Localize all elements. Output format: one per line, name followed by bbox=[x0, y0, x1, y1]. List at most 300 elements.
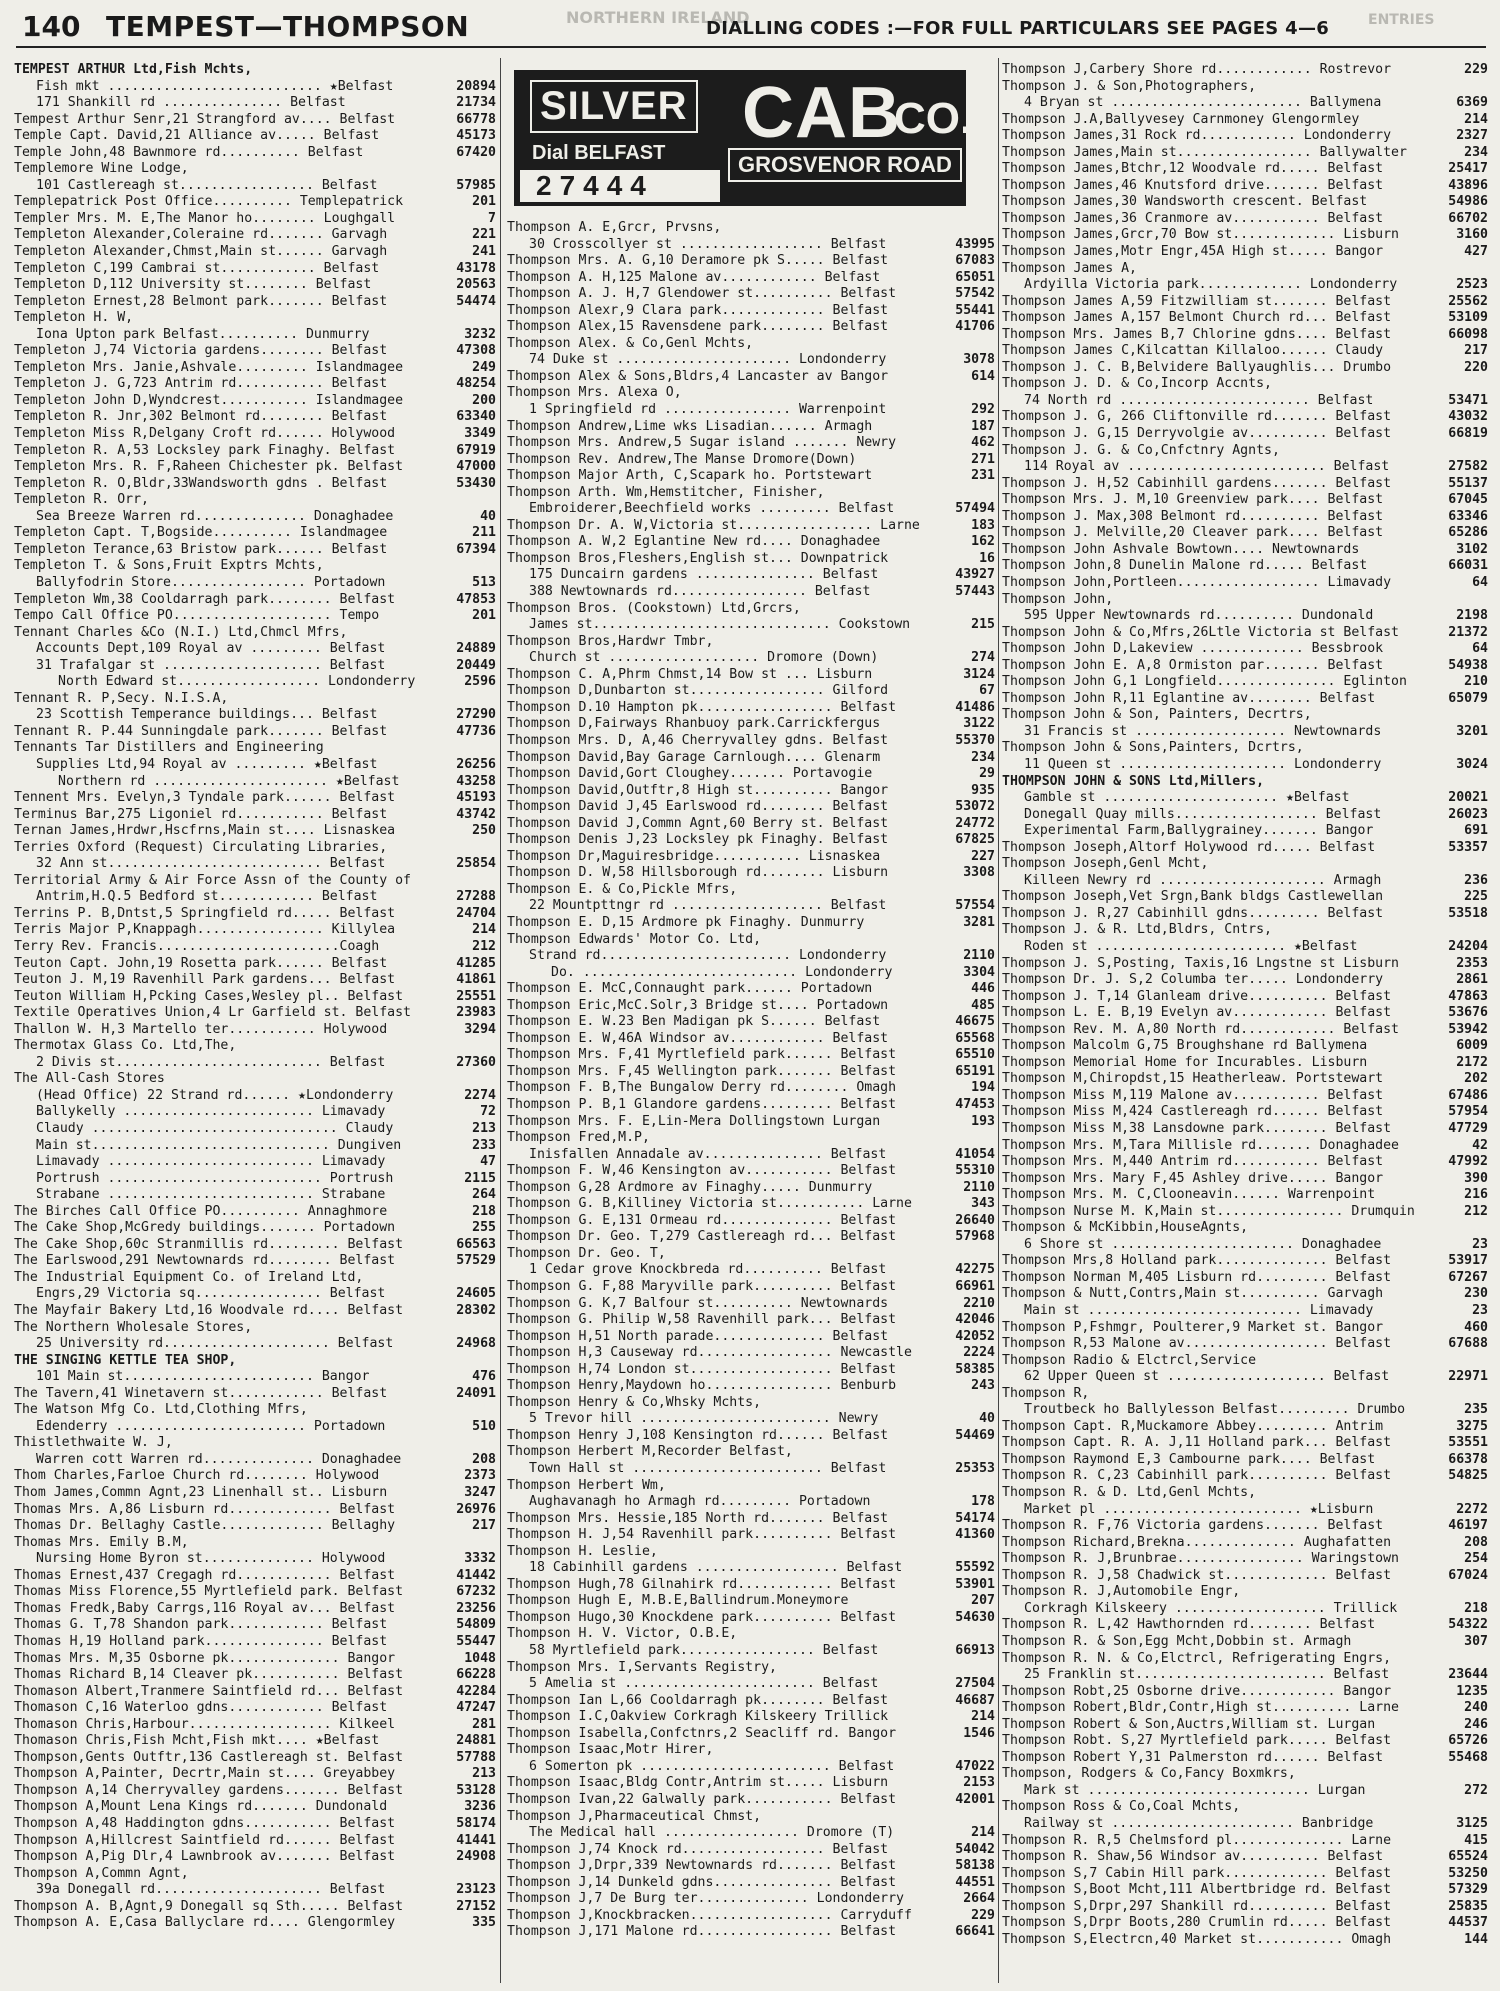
directory-entry bbox=[507, 1660, 995, 1677]
entry-name: Town Hall st ........................ Belfast bbox=[529, 1461, 887, 1477]
directory-entry bbox=[14, 1088, 496, 1105]
directory-entry bbox=[14, 161, 496, 178]
directory-column-2 bbox=[507, 220, 995, 1982]
directory-entry bbox=[14, 1535, 496, 1552]
entry-number: 243 bbox=[971, 1378, 995, 1394]
advert-number: 27444 bbox=[536, 170, 654, 201]
entry-name: Thompson, Rodgers & Co,Fancy Boxmkrs, bbox=[1002, 1766, 1296, 1782]
directory-entry bbox=[507, 981, 995, 998]
entry-name: 5 Trevor hill ........................ Newry bbox=[529, 1411, 879, 1427]
entry-number: 25854 bbox=[456, 856, 496, 872]
directory-entry bbox=[14, 807, 496, 824]
entry-number: 55310 bbox=[955, 1163, 995, 1179]
entry-name: Thompson G. B,Killiney Victoria st........... Larne bbox=[507, 1196, 912, 1212]
entry-number bbox=[1424, 1353, 1488, 1370]
entry-number: 58138 bbox=[955, 1858, 995, 1874]
directory-entry bbox=[507, 402, 995, 419]
directory-entry bbox=[507, 1411, 995, 1428]
directory-entry bbox=[1002, 1651, 1488, 1668]
entry-name: Templeton J. G,723 Antrim rd........... Belfast bbox=[14, 376, 388, 392]
entry-number: 217 bbox=[472, 1518, 496, 1534]
entry-name: Thompson R. Shaw,56 Windsor av.......... Belfast bbox=[1002, 1849, 1384, 1865]
directory-entry bbox=[1002, 691, 1488, 708]
entry-number: 212 bbox=[1464, 1203, 1488, 1219]
entry-name: Roden st ........................ ★Belfast bbox=[1024, 938, 1358, 954]
directory-entry bbox=[1002, 277, 1488, 294]
directory-entry bbox=[507, 1842, 995, 1859]
directory-entry bbox=[507, 1329, 995, 1346]
entry-name: The Earlswood,291 Newtownards rd........ Belfast bbox=[14, 1253, 396, 1269]
directory-entry bbox=[507, 667, 995, 684]
directory-entry bbox=[507, 452, 995, 469]
entry-number: 55447 bbox=[456, 1633, 496, 1649]
entry-number bbox=[1424, 740, 1488, 757]
directory-entry bbox=[507, 1378, 995, 1395]
directory-entry bbox=[1002, 1121, 1488, 1138]
directory-entry bbox=[1002, 724, 1488, 741]
directory-entry bbox=[507, 750, 995, 767]
entry-number: 240 bbox=[1464, 1700, 1488, 1716]
directory-entry bbox=[14, 774, 496, 791]
directory-entry bbox=[507, 617, 995, 634]
directory-entry bbox=[507, 1924, 995, 1941]
entry-name: Thompson Dr. Geo. T, bbox=[507, 1245, 666, 1261]
entry-name: Thompson Mrs. D, A,46 Cherryvalley gdns. Belfast bbox=[507, 732, 889, 748]
entry-number: 229 bbox=[1464, 62, 1488, 77]
entry-name: Thompson & Nutt,Contrs,Main st.......... Garvagh bbox=[1002, 1286, 1384, 1302]
entry-name: Thompson J,74 Knock rd.................. Belfast bbox=[507, 1841, 889, 1857]
entry-name: Thompson H,3 Causeway rd................. Newcastle bbox=[507, 1345, 912, 1361]
entry-number: 66228 bbox=[456, 1667, 496, 1683]
entry-name: Thompson A,Commn Agnt, bbox=[14, 1865, 189, 1881]
directory-entry bbox=[14, 1882, 496, 1899]
entry-name: Thompson David,Gort Cloughey....... Portavogie bbox=[507, 766, 873, 782]
entry-name: Thompson David,Bay Garage Carnlough.... Glenarm bbox=[507, 749, 881, 765]
entry-number: 67083 bbox=[955, 253, 995, 269]
entry-number bbox=[432, 1866, 496, 1883]
directory-entry bbox=[14, 178, 496, 195]
directory-entry bbox=[507, 1742, 995, 1759]
entry-number: 1048 bbox=[464, 1650, 496, 1666]
directory-entry bbox=[14, 1336, 496, 1353]
entry-name: Thompson A,Hillcrest Saintfield rd...... Belfast bbox=[14, 1832, 396, 1848]
dialling-codes-note: DIALLING CODES :—FOR FULL PARTICULARS SEE PAGES 4—6 bbox=[706, 18, 1330, 39]
directory-entry bbox=[507, 1527, 995, 1544]
entry-number: 213 bbox=[472, 1121, 496, 1136]
directory-entry bbox=[1002, 194, 1488, 211]
entry-number: 144 bbox=[1464, 1931, 1488, 1947]
directory-entry bbox=[1002, 989, 1488, 1006]
directory-entry bbox=[507, 1858, 995, 1875]
entry-name: Thompson I.C,Oakview Corkragh Kilskeery Trillick bbox=[507, 1709, 889, 1725]
directory-entry bbox=[507, 1908, 995, 1925]
entry-number: 53072 bbox=[955, 799, 995, 815]
entry-name: Thompson M,Chiropdst,15 Heatherleaw. Portstewart bbox=[1002, 1071, 1384, 1087]
entry-name: Thompson J. T,14 Glanleam drive.......... Belfast bbox=[1002, 988, 1392, 1004]
entry-number: 3024 bbox=[1456, 756, 1488, 772]
entry-number: 24968 bbox=[456, 1336, 496, 1352]
entry-number: 3124 bbox=[963, 666, 995, 682]
directory-entry bbox=[507, 1097, 995, 1114]
entry-name: Thompson Mrs. Hessie,185 North rd....... Belfast bbox=[507, 1510, 889, 1526]
entry-number: 271 bbox=[971, 451, 995, 467]
entry-name: Teuton Capt. John,19 Rosetta park...... Belfast bbox=[14, 955, 388, 971]
directory-entry bbox=[14, 542, 496, 559]
directory-entry bbox=[1002, 774, 1488, 791]
entry-number bbox=[931, 1246, 995, 1263]
entry-name: Thompson James A,59 Fitzwilliam st....... Belfast bbox=[1002, 293, 1392, 309]
entry-name: Thompson James C,Kilcattan Killaloo...... Claudy bbox=[1002, 343, 1384, 359]
directory-entry bbox=[14, 1684, 496, 1701]
entry-number: 24704 bbox=[456, 905, 496, 921]
directory-entry bbox=[1002, 1220, 1488, 1237]
entry-name: Thompson R. & D. Ltd,Genl Mchts, bbox=[1002, 1485, 1257, 1501]
directory-entry bbox=[1002, 145, 1488, 162]
entry-number: 26640 bbox=[955, 1212, 995, 1228]
entry-name: Thompson Mrs. M,440 Antrim rd........... Belfast bbox=[1002, 1154, 1384, 1170]
entry-number: 16 bbox=[979, 550, 995, 566]
directory-entry bbox=[1002, 856, 1488, 873]
entry-number: 2523 bbox=[1456, 277, 1488, 293]
entry-number: 214 bbox=[971, 1825, 995, 1841]
entry-number bbox=[931, 485, 995, 502]
entry-number: 41441 bbox=[456, 1832, 496, 1848]
directory-entry bbox=[14, 79, 496, 96]
directory-entry bbox=[507, 551, 995, 568]
entry-number: 66563 bbox=[456, 1236, 496, 1252]
entry-name: Thompson G. K,7 Balfour st.......... Newtownards bbox=[507, 1295, 889, 1311]
directory-entry bbox=[14, 889, 496, 906]
directory-entry bbox=[14, 1435, 496, 1452]
entry-number bbox=[432, 1353, 496, 1370]
entry-number bbox=[931, 882, 995, 899]
entry-name: Main st ........................... Limavady bbox=[1024, 1303, 1374, 1319]
page-header bbox=[16, 6, 1486, 48]
entry-number bbox=[432, 1402, 496, 1419]
entry-number: 54986 bbox=[1448, 194, 1488, 210]
entry-name: Mark st ............................ Lurgan bbox=[1024, 1782, 1366, 1798]
directory-entry bbox=[507, 650, 995, 667]
entry-number: 23983 bbox=[456, 1005, 496, 1021]
entry-name: Thompson C. A,Phrm Chmst,14 Bow st ... Lisburn bbox=[507, 666, 873, 682]
directory-entry bbox=[14, 1518, 496, 1535]
directory-entry bbox=[1002, 1154, 1488, 1171]
entry-name: Thompson John & Co,Mfrs,26Ltle Victoria st Belfast bbox=[1002, 624, 1399, 640]
directory-entry bbox=[1002, 1270, 1488, 1287]
entry-number: 20894 bbox=[456, 78, 496, 94]
entry-number bbox=[931, 336, 995, 353]
entry-number: 211 bbox=[472, 525, 496, 541]
directory-entry bbox=[507, 766, 995, 783]
entry-name: Limavady .......................... Limavady bbox=[36, 1154, 386, 1170]
entry-number: 274 bbox=[971, 650, 995, 666]
entry-number: 212 bbox=[472, 938, 496, 954]
directory-entry bbox=[14, 592, 496, 609]
entry-name: Terry Rev. Francis.......................Coagh bbox=[14, 938, 380, 954]
directory-entry bbox=[14, 112, 496, 129]
entry-name: Thompson J,Pharmaceutical Chmst, bbox=[507, 1808, 762, 1824]
entry-number: 3281 bbox=[963, 914, 995, 930]
entry-name: Thompson John G,1 Longfield............... Eglinton bbox=[1002, 674, 1407, 690]
entry-number: 3349 bbox=[464, 426, 496, 442]
entry-name: Templeton R. Jnr,302 Belmont rd........ Belfast bbox=[14, 409, 388, 425]
entry-name: Templer Mrs. M. E,The Manor ho........ Loughgall bbox=[14, 210, 396, 226]
entry-name: Thomas Richard B,14 Cleaver pk........... Belfast bbox=[14, 1667, 404, 1683]
entry-name: Thompson James,Btchr,12 Woodvale rd..... Belfast bbox=[1002, 161, 1384, 177]
entry-number bbox=[1424, 1386, 1488, 1403]
advert-silver: SILVER bbox=[530, 80, 698, 133]
entry-name: Thompson James A,157 Belmont Church rd... Belfast bbox=[1002, 310, 1392, 326]
entry-number: 41360 bbox=[955, 1527, 995, 1543]
entry-name: 32 Ann st........................... Belfast bbox=[36, 856, 386, 872]
directory-entry bbox=[1002, 211, 1488, 228]
entry-number: 53128 bbox=[456, 1782, 496, 1798]
entry-name: Thompson Denis J,23 Locksley pk Finaghy. Belfast bbox=[507, 832, 889, 848]
entry-number: 24091 bbox=[456, 1385, 496, 1401]
directory-entry bbox=[14, 327, 496, 344]
entry-number: 67420 bbox=[456, 144, 496, 160]
entry-name: Railway st ....................... Banbridge bbox=[1024, 1815, 1374, 1831]
directory-entry bbox=[507, 634, 995, 651]
entry-name: The Cake Shop,McGredy buildings....... Portadown bbox=[14, 1220, 396, 1236]
directory-entry bbox=[14, 1783, 496, 1800]
entry-name: Templeton C,199 Cambrai st............ Belfast bbox=[14, 260, 380, 276]
entry-name: Thompson J. H,52 Cabinhill gardens....... Belfast bbox=[1002, 475, 1392, 491]
entry-number bbox=[931, 1478, 995, 1495]
entry-name: Claudy ............................... Claudy bbox=[36, 1121, 394, 1136]
directory-entry bbox=[14, 1055, 496, 1072]
entry-name: Thompson Miss M,38 Lansdowne park........ Belfast bbox=[1002, 1121, 1392, 1136]
directory-entry bbox=[14, 1402, 496, 1419]
directory-entry bbox=[14, 409, 496, 426]
entry-number: 54174 bbox=[955, 1510, 995, 1526]
directory-entry bbox=[507, 816, 995, 833]
entry-number: 21734 bbox=[456, 95, 496, 111]
entry-name: 101 Main st........................ Bangor bbox=[36, 1369, 370, 1385]
entry-number bbox=[1424, 707, 1488, 724]
entry-name: Thompson S,Electrcn,40 Market st........... Omagh bbox=[1002, 1931, 1392, 1947]
entry-name: Thompson S,Drpr,297 Shankill rd.......... Belfast bbox=[1002, 1898, 1392, 1914]
entry-number: 53676 bbox=[1448, 1005, 1488, 1021]
directory-entry bbox=[1002, 1286, 1488, 1303]
entry-name: Thompson Nurse M. K,Main st................ Drumquin bbox=[1002, 1203, 1415, 1219]
entry-number: 390 bbox=[1464, 1170, 1488, 1186]
directory-entry bbox=[14, 790, 496, 807]
advert-address: GROSVENOR ROAD bbox=[728, 148, 962, 182]
directory-entry bbox=[507, 534, 995, 551]
entry-name: Tennants Tar Distillers and Engineering bbox=[14, 740, 324, 756]
directory-entry bbox=[507, 1080, 995, 1097]
directory-entry bbox=[14, 145, 496, 162]
entry-name: Thompson G. Philip W,58 Ravenhill park... Belfast bbox=[507, 1312, 897, 1328]
directory-entry bbox=[1002, 658, 1488, 675]
entry-name: Teuton William H,Pcking Cases,Wesley pl.. Belfast bbox=[14, 988, 404, 1004]
directory-entry bbox=[507, 1891, 995, 1908]
entry-name: Thompson H. J,54 Ravenhill park.......... Belfast bbox=[507, 1527, 897, 1543]
entry-name: 58 Myrtlefield park................. Belfast bbox=[529, 1643, 879, 1659]
entry-name: Templeton Miss R,Delgany Croft rd...... Holywood bbox=[14, 426, 396, 442]
directory-entry bbox=[1002, 641, 1488, 658]
entry-number: 2110 bbox=[963, 948, 995, 964]
entry-number: 2861 bbox=[1456, 972, 1488, 988]
directory-entry bbox=[14, 823, 496, 840]
directory-entry bbox=[1002, 294, 1488, 311]
entry-name: Thomas Dr. Bellaghy Castle............. Bellaghy bbox=[14, 1518, 396, 1534]
entry-number: 24889 bbox=[456, 641, 496, 657]
entry-name: Thompson R. R,5 Chelmsford pl.............. Larne bbox=[1002, 1832, 1392, 1848]
entry-number: 193 bbox=[971, 1113, 995, 1129]
directory-entry bbox=[1002, 1088, 1488, 1105]
entry-name: Thompson J,Carbery Shore rd............ Rostrevor bbox=[1002, 62, 1392, 77]
entry-number bbox=[931, 385, 995, 402]
entry-number: 67 bbox=[979, 683, 995, 699]
entry-number: 2272 bbox=[1456, 1501, 1488, 1517]
entry-number: 66961 bbox=[955, 1279, 995, 1294]
entry-number: 54938 bbox=[1448, 657, 1488, 673]
directory-entry bbox=[14, 62, 496, 79]
directory-entry bbox=[1002, 443, 1488, 460]
entry-number bbox=[432, 161, 496, 178]
entry-name: 23 Scottish Temperance buildings... Belfast bbox=[36, 707, 378, 723]
entry-name: Thompson Robert & Son,Auctrs,William st. Lurgan bbox=[1002, 1716, 1376, 1732]
entry-name: Thompson Richard,Brekna.............. Aughafatten bbox=[1002, 1534, 1392, 1550]
entry-number: 64 bbox=[1472, 641, 1488, 657]
directory-entry bbox=[1002, 790, 1488, 807]
directory-entry bbox=[507, 799, 995, 816]
directory-entry bbox=[1002, 128, 1488, 145]
entry-number: 446 bbox=[971, 981, 995, 997]
directory-entry bbox=[1002, 625, 1488, 642]
entry-name: Thompson Bros,Hardwr Tmbr, bbox=[507, 633, 714, 649]
directory-entry bbox=[507, 1676, 995, 1693]
entry-number: 42284 bbox=[456, 1683, 496, 1699]
directory-entry bbox=[14, 393, 496, 410]
directory-entry bbox=[1002, 476, 1488, 493]
directory-entry bbox=[14, 1204, 496, 1221]
entry-name: Donegall Quay mills.................. Belfast bbox=[1024, 806, 1382, 822]
entry-number: 23 bbox=[1472, 1236, 1488, 1252]
entry-number: 343 bbox=[971, 1196, 995, 1212]
entry-number: 67688 bbox=[1448, 1336, 1488, 1352]
entry-name: Thompson Mrs. J. M,10 Greenview park.... Belfast bbox=[1002, 492, 1384, 508]
directory-entry bbox=[14, 1270, 496, 1287]
directory-entry bbox=[14, 1733, 496, 1750]
entry-name: Templeton H. W, bbox=[14, 310, 134, 326]
entry-name: Thompson A. W,2 Eglantine New rd.... Donaghadee bbox=[507, 534, 881, 550]
entry-name: 101 Castlereagh st................. Belfast bbox=[36, 177, 378, 193]
directory-entry bbox=[1002, 509, 1488, 526]
entry-name: Engrs,29 Victoria sq................ Belfast bbox=[36, 1286, 386, 1302]
directory-entry bbox=[14, 641, 496, 658]
directory-entry bbox=[1002, 1237, 1488, 1254]
entry-number: 43896 bbox=[1448, 177, 1488, 193]
directory-entry bbox=[1002, 1171, 1488, 1188]
entry-name: Thompson Malcolm G,75 Broughshane rd Ballymena bbox=[1002, 1038, 1368, 1054]
directory-entry bbox=[1002, 1022, 1488, 1039]
directory-entry bbox=[14, 1651, 496, 1668]
entry-name: Thompson P,Fshmgr, Poulterer,9 Market st. Bangor bbox=[1002, 1319, 1384, 1335]
entry-number: 67394 bbox=[456, 541, 496, 557]
directory-entry bbox=[507, 783, 995, 800]
entry-name: The Northern Wholesale Stores, bbox=[14, 1319, 253, 1335]
entry-name: Troutbeck ho Ballylesson Belfast......... Drumbo bbox=[1024, 1402, 1406, 1418]
entry-name: Thompson J.A,Ballyvesey Carnmoney Glengormley bbox=[1002, 111, 1360, 127]
entry-number: 55137 bbox=[1448, 475, 1488, 491]
entry-number: 264 bbox=[472, 1187, 496, 1203]
entry-name: 2 Divis st.......................... Belfast bbox=[36, 1054, 386, 1070]
entry-number: 3102 bbox=[1456, 541, 1488, 557]
entry-name: 171 Shankill rd ............... Belfast bbox=[36, 95, 346, 111]
directory-entry bbox=[14, 1286, 496, 1303]
directory-entry bbox=[14, 1766, 496, 1783]
entry-name: Thompson J. G, 266 Cliftonville rd....... Belfast bbox=[1002, 409, 1392, 425]
directory-entry bbox=[1002, 972, 1488, 989]
entry-number: 24204 bbox=[1448, 938, 1488, 954]
entry-number: 43032 bbox=[1448, 409, 1488, 425]
directory-entry bbox=[14, 1386, 496, 1403]
entry-number: 233 bbox=[472, 1137, 496, 1153]
directory-entry bbox=[1002, 244, 1488, 261]
entry-number: 25562 bbox=[1448, 293, 1488, 309]
entry-number: 1235 bbox=[1456, 1683, 1488, 1699]
entry-name: 6 Somerton pk ........................ Belfast bbox=[529, 1758, 895, 1774]
entry-name: 6 Shore st ....................... Donaghadee bbox=[1024, 1236, 1382, 1252]
entry-number: 53471 bbox=[1448, 392, 1488, 408]
entry-number bbox=[432, 558, 496, 575]
entry-name: 388 Newtownards rd................. Belfast bbox=[529, 584, 871, 600]
directory-entry bbox=[14, 1634, 496, 1651]
entry-name: Thompson Edwards' Motor Co. Ltd, bbox=[507, 931, 762, 947]
entry-number: 54474 bbox=[456, 293, 496, 309]
entry-name: THOMPSON JOHN & SONS Ltd,Millers, bbox=[1002, 773, 1265, 789]
directory-entry bbox=[507, 1759, 995, 1776]
entry-name: Thompson James,Motr Engr,45A High st..... Bangor bbox=[1002, 244, 1384, 260]
entry-number: 54630 bbox=[955, 1609, 995, 1625]
entry-number: 65079 bbox=[1448, 690, 1488, 706]
entry-number: 66702 bbox=[1448, 210, 1488, 226]
entry-name: Thompson A,14 Cherryvalley gardens....... Belfast bbox=[14, 1782, 404, 1798]
entry-number: 53917 bbox=[1448, 1253, 1488, 1269]
entry-number: 23256 bbox=[456, 1600, 496, 1616]
directory-entry bbox=[1002, 1104, 1488, 1121]
entry-number: 55592 bbox=[955, 1560, 995, 1576]
directory-entry bbox=[507, 1345, 995, 1362]
entry-name: Church st ................... Dromore (Down) bbox=[529, 650, 879, 666]
entry-number: 66031 bbox=[1448, 558, 1488, 574]
directory-entry bbox=[1002, 922, 1488, 939]
entry-name: Thompson Dr. Geo. T,279 Castlereagh rd... Belfast bbox=[507, 1229, 897, 1245]
directory-entry bbox=[1002, 558, 1488, 575]
entry-name: Thompson Henry & Co,Whsky Mchts, bbox=[507, 1394, 762, 1410]
entry-name: Thompson John & Son, Painters, Decrtrs, bbox=[1002, 707, 1312, 723]
entry-number bbox=[931, 634, 995, 651]
directory-entry bbox=[14, 575, 496, 592]
entry-number: 46675 bbox=[955, 1014, 995, 1030]
entry-name: Thompson J. G. & Co,Cnfctnry Agnts, bbox=[1002, 442, 1280, 458]
directory-entry bbox=[507, 865, 995, 882]
entry-number: 3160 bbox=[1456, 227, 1488, 243]
directory-entry bbox=[1002, 79, 1488, 96]
entry-number: 41285 bbox=[456, 955, 496, 971]
entry-number: 67486 bbox=[1448, 1087, 1488, 1103]
directory-entry bbox=[14, 244, 496, 261]
entry-name: Thompson Joseph,Altorf Holywood rd..... Belfast bbox=[1002, 839, 1376, 855]
directory-entry bbox=[507, 468, 995, 485]
entry-number: 43742 bbox=[456, 806, 496, 822]
directory-entry bbox=[14, 1353, 496, 1370]
directory-entry bbox=[1002, 261, 1488, 278]
entry-name: Thallon W. H,3 Martello ter........... Holywood bbox=[14, 1021, 388, 1037]
